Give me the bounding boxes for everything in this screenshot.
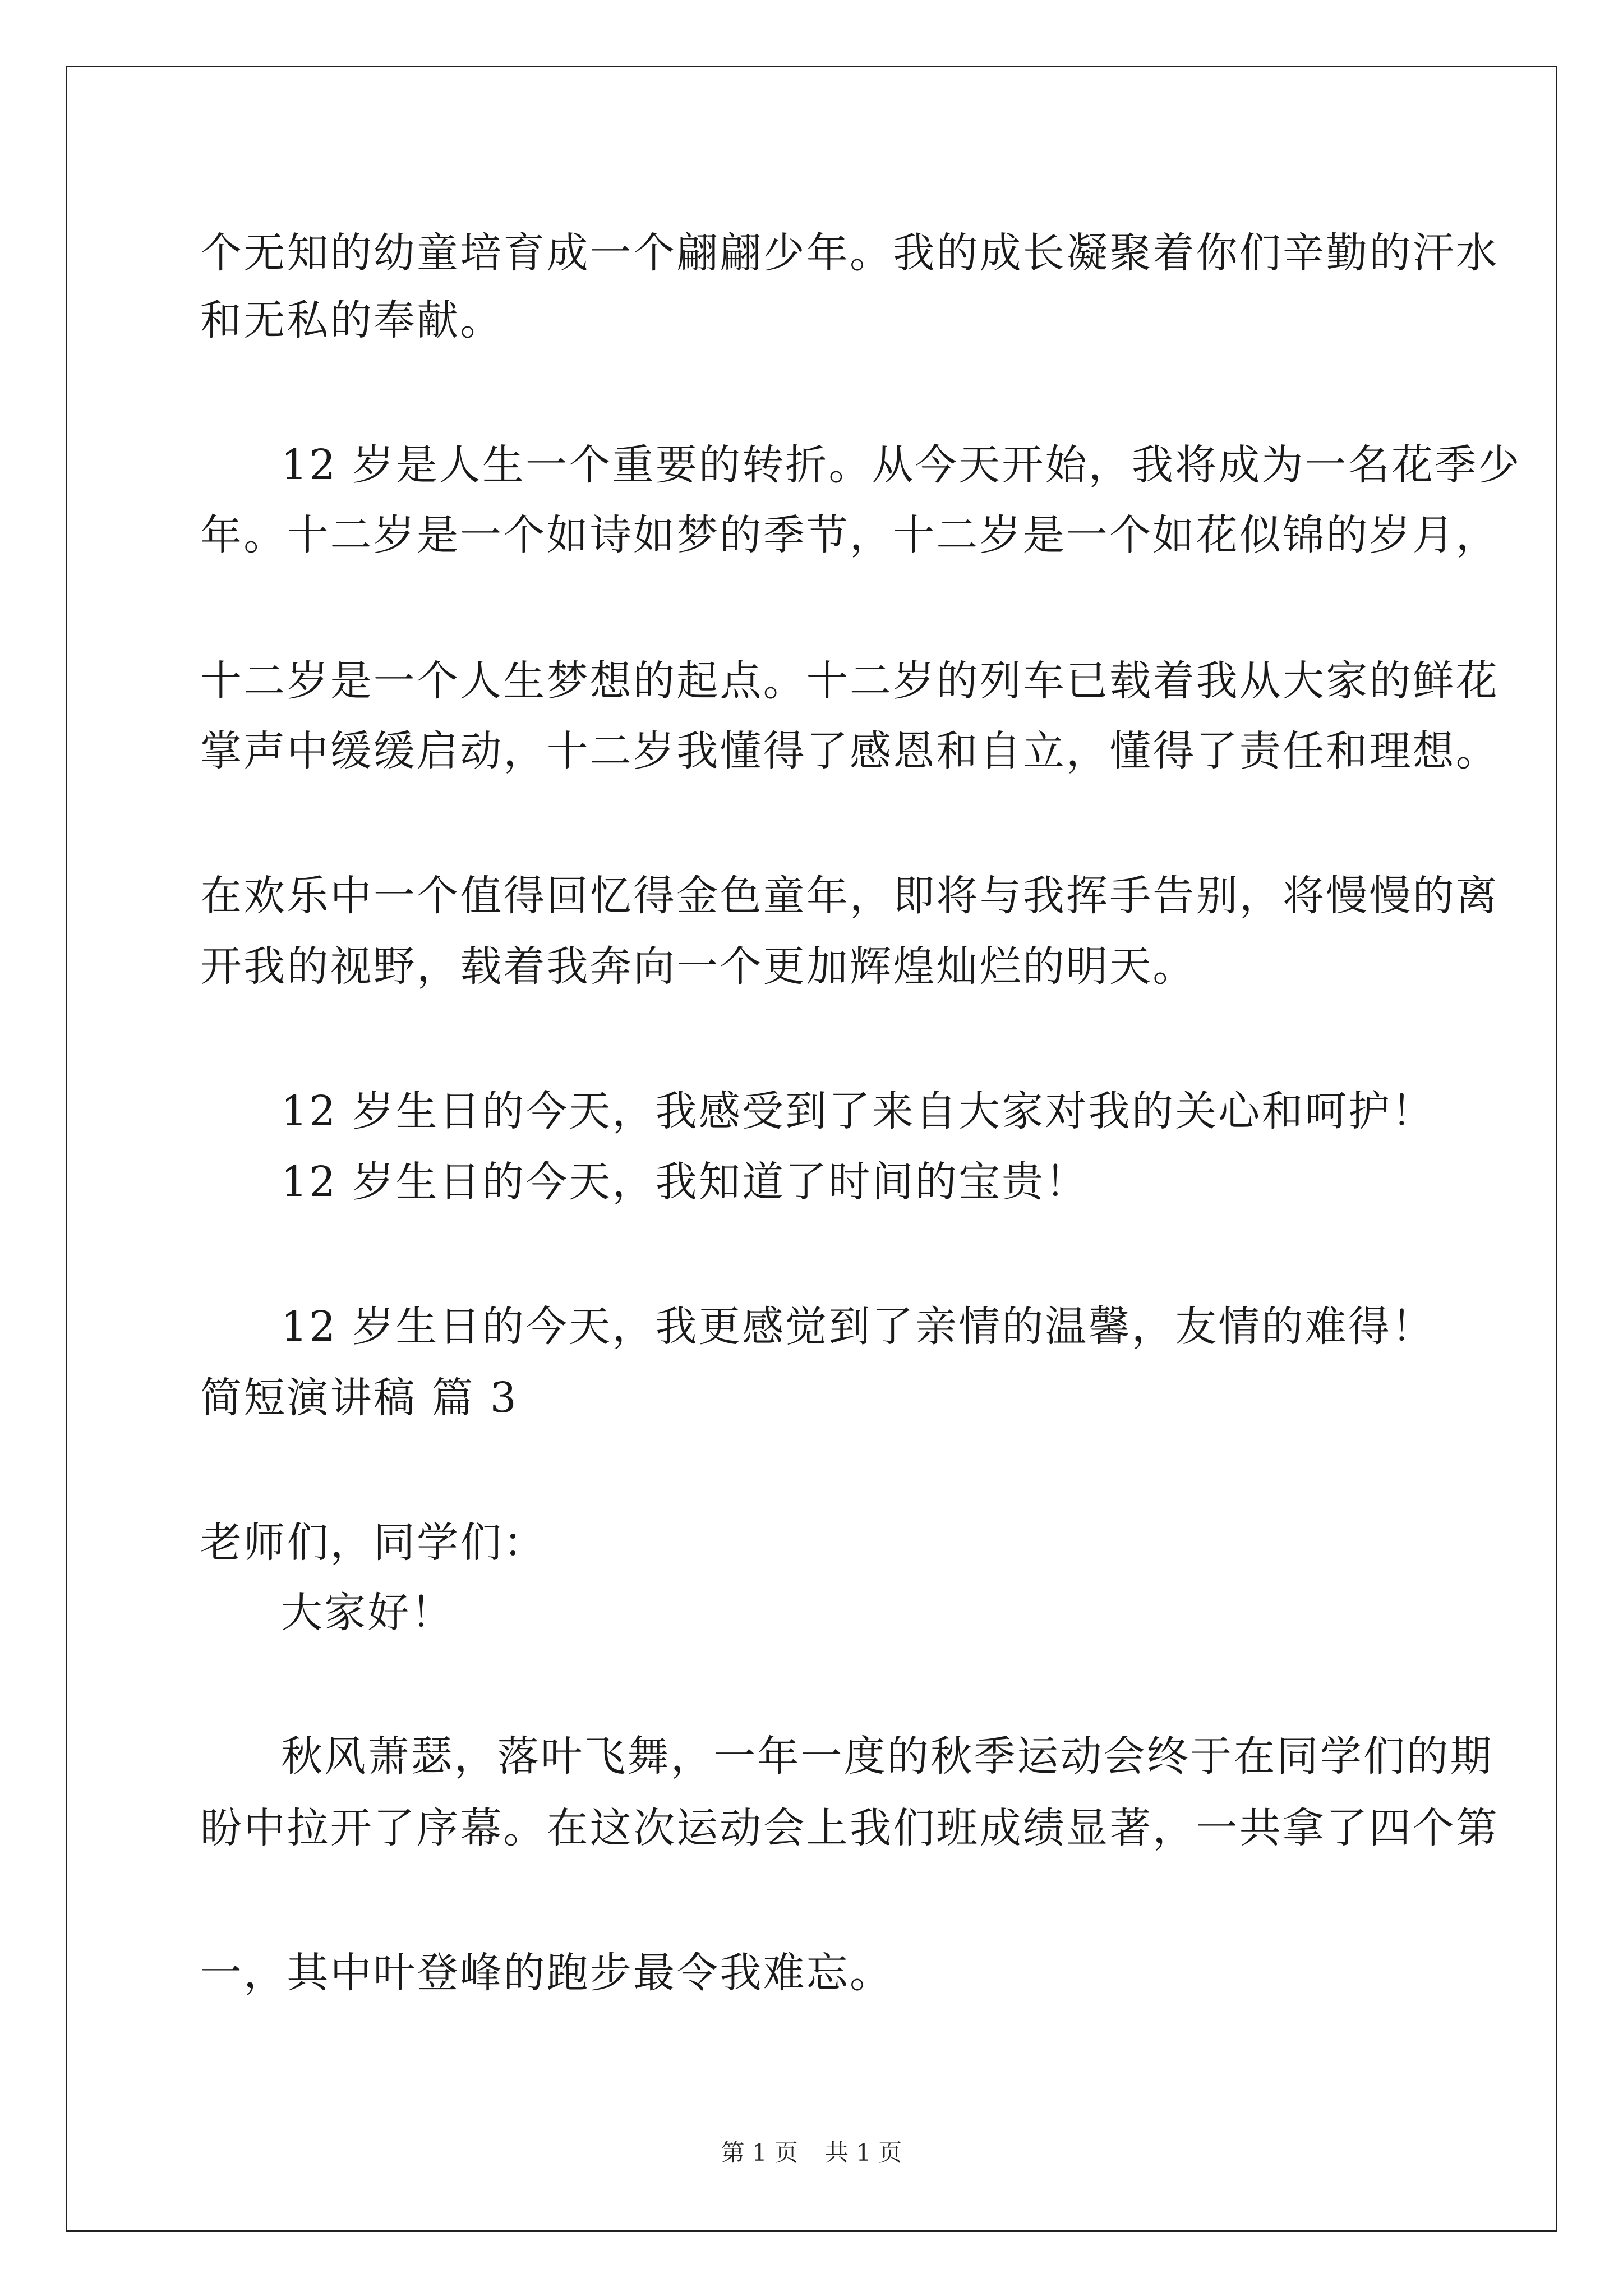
text-line: 个无知的幼童培育成一个翩翩少年。我的成长凝聚着你们辛勤的汗水 — [200, 229, 1499, 277]
text-line: 开我的视野，载着我奔向一个更加辉煌灿烂的明天。 — [200, 942, 1196, 991]
salutation-line: 老师们，同学们： — [200, 1519, 547, 1567]
text-line: 和无私的奉献。 — [200, 296, 504, 344]
paragraph-start-line: 12 岁生日的今天，我知道了时间的宝贵！ — [281, 1158, 1089, 1206]
greeting-line: 大家好！ — [281, 1589, 454, 1637]
paragraph-start-line: 12 岁是人生一个重要的转折。从今天开始，我将成为一名花季少 — [281, 441, 1521, 489]
text-line: 年。十二岁是一个如诗如梦的季节，十二岁是一个如花似锦的岁月， — [200, 511, 1499, 559]
text-line: 十二岁是一个人生梦想的起点。十二岁的列车已载着我从大家的鲜花 — [200, 657, 1499, 705]
page-footer — [0, 2134, 1623, 2168]
page-border — [66, 66, 1557, 2232]
section-heading: 简短演讲稿 篇 3 — [200, 1374, 518, 1422]
text-line: 在欢乐中一个值得回忆得金色童年，即将与我挥手告别，将慢慢的离 — [200, 872, 1499, 920]
paragraph-start-line: 12 岁生日的今天，我更感觉到了亲情的温馨，友情的难得！ — [281, 1303, 1435, 1351]
text-line: 掌声中缓缓启动，十二岁我懂得了感恩和自立，懂得了责任和理想。 — [200, 727, 1499, 775]
paragraph-start-line: 秋风萧瑟，落叶飞舞，一年一度的秋季运动会终于在同学们的期 — [281, 1732, 1493, 1780]
text-line: 一，其中叶登峰的跑步最令我难忘。 — [200, 1949, 893, 1997]
page-number-current: 第 1 页 — [721, 2139, 798, 2166]
paragraph-start-line: 12 岁生日的今天，我感受到了来自大家对我的关心和呵护！ — [281, 1087, 1435, 1135]
text-line: 盼中拉开了序幕。在这次运动会上我们班成绩显著，一共拿了四个第 — [200, 1804, 1499, 1852]
page-number-total: 共 1 页 — [825, 2139, 902, 2166]
